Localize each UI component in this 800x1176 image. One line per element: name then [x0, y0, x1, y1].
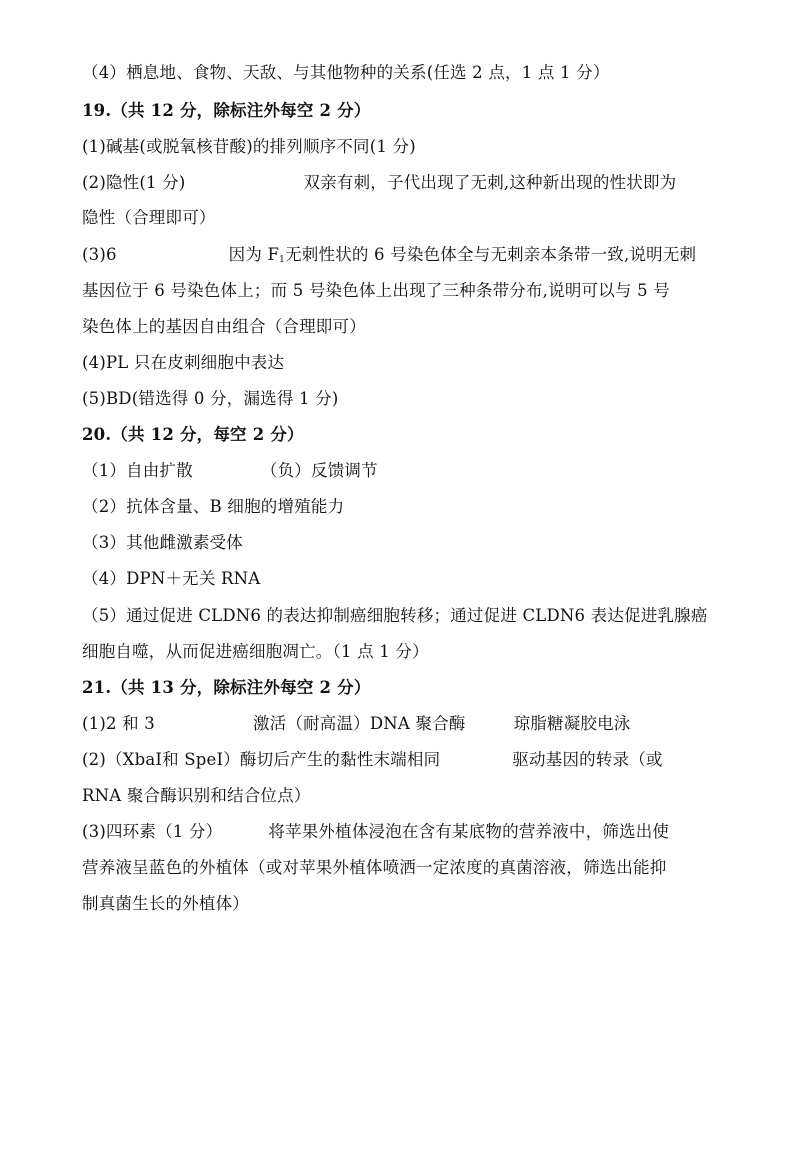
text: 制真菌生长的外植体）: [82, 894, 249, 913]
text: 无刺性状的 6 号染色体全与无刺亲本条带一致,说明无刺: [285, 245, 697, 264]
answer-19-2-cont: [82, 207, 732, 229]
text: 将苹果外植体浸泡在含有某底物的营养液中，筛选出使: [268, 822, 670, 841]
text: （5）通过促进 CLDN6 的表达抑制癌细胞转移；通过促进 CLDN6 表达促进乳腺癌: [82, 606, 708, 625]
text: 琼脂糖凝胶电泳: [513, 714, 631, 733]
answer-21-3: [82, 821, 732, 843]
text: 21.（共 13 分，除标注外每空 2 分）: [82, 678, 371, 697]
section-20-heading: [82, 424, 732, 446]
answer-21-2: [82, 749, 732, 771]
text: (5)BD(错选得 0 分，漏选得 1 分): [82, 389, 339, 408]
text: (1)2 和 3: [82, 714, 155, 733]
answer-20-5: [82, 605, 732, 627]
text: (2)隐性(1 分): [82, 173, 186, 192]
text: 隐性（合理即可）: [82, 208, 216, 227]
text: 染色体上的基因自由组合（合理即可）: [82, 317, 366, 336]
text: RNA 聚合酶识别和结合位点）: [82, 786, 311, 805]
text: （2）抗体含量、B 细胞的增殖能力: [82, 497, 345, 516]
text: 19.（共 12 分，除标注外每空 2 分）: [82, 101, 371, 120]
answer-19-3-cont2: [82, 316, 732, 338]
answer-19-2: [82, 172, 732, 194]
subscript: 1: [279, 255, 286, 265]
text: (4)PL 只在皮刺细胞中表达: [82, 353, 285, 372]
text: (3)6: [82, 245, 117, 264]
answer-20-2: [82, 496, 732, 518]
text: (3)四环素（1 分）: [82, 822, 223, 841]
text: (2)（XbaⅠ和 SpeⅠ）酶切后产生的黏性末端相同: [82, 750, 441, 769]
answer-19-4: [82, 352, 732, 374]
text: 因为 F: [228, 245, 280, 264]
answer-21-2-cont: [82, 785, 732, 807]
section-21-heading: [82, 677, 732, 699]
answer-19-5: [82, 388, 732, 410]
section-19-heading: [82, 100, 732, 122]
text: 激活（耐高温）DNA 聚合酶: [252, 714, 466, 733]
answer-21-3-cont2: [82, 893, 732, 915]
text: （4）DPN＋无关 RNA: [82, 569, 261, 588]
answer-21-3-cont1: [82, 857, 732, 879]
text: （1）自由扩散: [82, 461, 193, 480]
text: （负）反馈调节: [260, 461, 378, 480]
answer-20-4: [82, 568, 732, 590]
text: 基因位于 6 号染色体上；而 5 号染色体上出现了三种条带分布,说明可以与 5 号: [82, 281, 670, 300]
answer-20-1: [82, 460, 732, 482]
text: 20.（共 12 分，每空 2 分）: [82, 425, 304, 444]
answer-19-3-cont1: [82, 280, 732, 302]
answer-19-1: [82, 136, 732, 158]
answer-20-5-cont: [82, 641, 732, 663]
text: （4）栖息地、食物、天敌、与其他物种的关系(任选 2 点，1 点 1 分）: [82, 63, 610, 82]
answer-19-3: [82, 244, 732, 271]
answer-21-1: [82, 713, 732, 735]
text: 营养液呈蓝色的外植体（或对苹果外植体喷洒一定浓度的真菌溶液，筛选出能抑: [82, 858, 667, 877]
text: （3）其他雌激素受体: [82, 533, 243, 552]
answer-20-3: [82, 532, 732, 554]
text: (1)碱基(或脱氧核苷酸)的排列顺序不同(1 分): [82, 137, 416, 156]
text: 细胞自噬，从而促进癌细胞凋亡。（1 点 1 分）: [82, 642, 429, 661]
text: 驱动基因的转录（或: [512, 750, 663, 769]
text: 双亲有刺，子代出现了无刺,这种新出现的性状即为: [303, 173, 677, 192]
answer-18-4: [82, 62, 732, 84]
